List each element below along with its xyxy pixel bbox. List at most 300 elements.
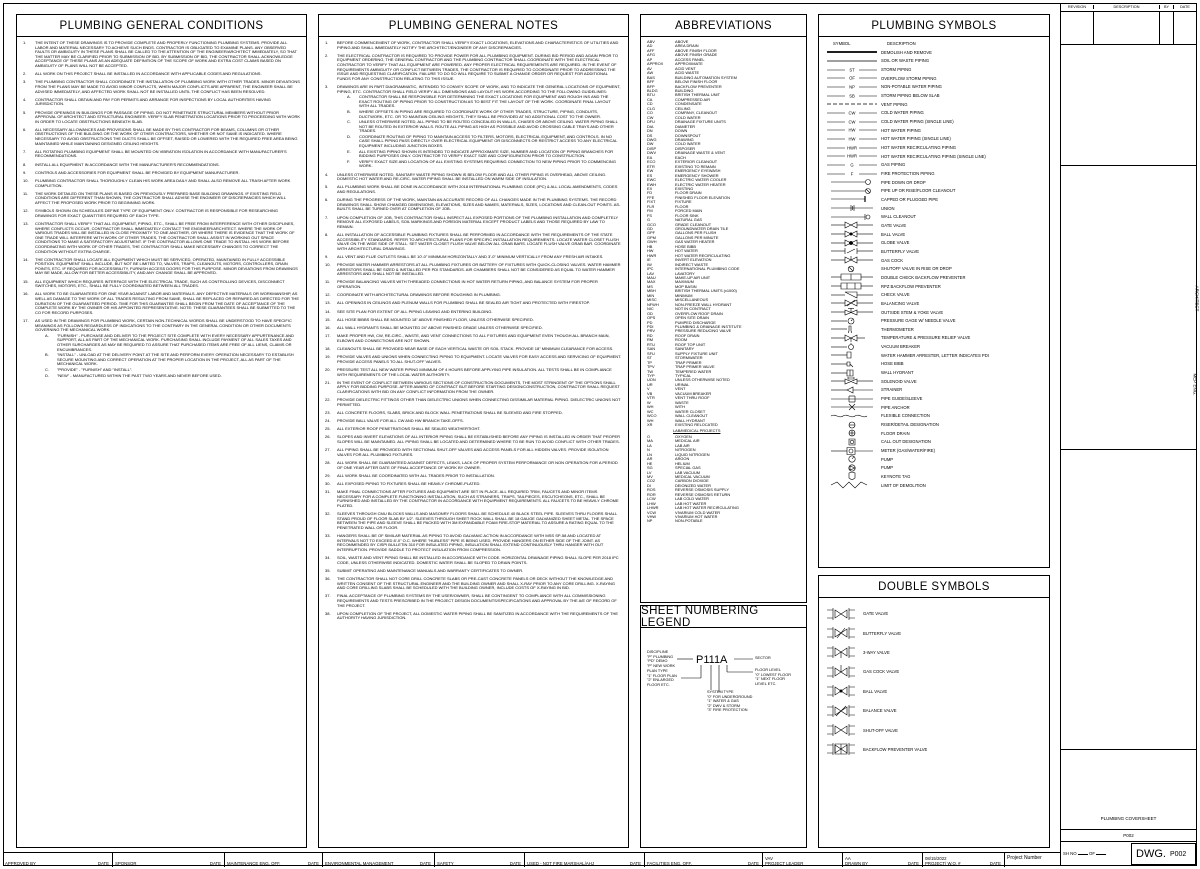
symbol-glyph-wha: [825, 351, 881, 359]
approval-cell: [1005, 853, 1060, 867]
subitem-text: "FURNISH" - PURCHASE AND DELIVER TO THE PROJECT SITE COMPLETE WITH EVERY NECESSARY APPURTENANCE AND SUPPORT, ALL AS PART OF THE MECHANICAL WORK. PURCHASING SHALL INCLUDE PAYMENT OF ALL SALES TAXES AND OTHER SURCHARGES AS MAY BE REQUIRED TO ASSURE THAT PURCHASED ITEMS ARE FREE OF ALL LIENS, CLAIMS OR ENCUMBRANCES.: [57, 332, 294, 352]
abbreviation-code: LN: [647, 451, 652, 457]
abbreviation-code: ROR: [647, 491, 656, 497]
approval-cell: [525, 853, 645, 867]
symbol-row: [825, 187, 1043, 196]
symbol-row: [825, 65, 1043, 74]
approval-cell: [843, 853, 923, 867]
symbol-glyph-wco: [825, 213, 881, 221]
abbreviation-code: DN: [647, 128, 653, 134]
approval-label: ENVIRONMENTAL MANAGEMENT: [325, 861, 394, 866]
abbreviation-meaning: NON-FREEZE WALL HYDRANT: [675, 301, 732, 307]
general-note-item: [325, 318, 622, 323]
dwg-number: P002: [1169, 850, 1187, 858]
symbol-glyph-balancing: [825, 299, 881, 307]
abbreviation-meaning: BELOW FINISH FLOOR: [675, 79, 718, 85]
abbreviation-code: UON: [647, 377, 656, 383]
double-symbol-label: BUTTERFLY VALVE: [863, 630, 902, 636]
symbol-glyph-text-g: [825, 161, 881, 169]
symbol-glyph-globe: [825, 239, 881, 247]
symbol-glyph-elbow: [825, 178, 881, 186]
abbreviation-code: ECO: [647, 159, 656, 165]
abbreviation-meaning: PLUMBING & DRAINAGE INSTITUTE: [675, 324, 742, 329]
symbol-description: WALL HYDRANT: [881, 370, 914, 376]
symbol-row: [825, 109, 1043, 118]
mep-stamp-area: [1061, 373, 1198, 750]
symbol-glyph-riserdesig: [825, 421, 881, 429]
abbreviation-meaning: EMERGENCY EYEWASH: [675, 168, 721, 174]
symbols-table: [819, 37, 1049, 489]
symbol-description: BALL VALVE: [881, 231, 906, 237]
abbreviation-meaning: URINAL: [675, 381, 690, 387]
note-text: [337, 569, 622, 574]
condition-note-item: [23, 222, 300, 254]
abbreviation-code: GWH: [647, 239, 657, 245]
abbreviation-code: TP: [647, 359, 652, 365]
note-text: [337, 461, 622, 470]
approval-date-label: DATE: [747, 861, 759, 866]
note-number: 24.: [325, 418, 331, 424]
architect-stamp-area: [1061, 165, 1200, 450]
abbreviation-meaning: FLOOR: [675, 203, 689, 209]
note-text: [35, 179, 300, 188]
condition-note-item: [23, 319, 300, 378]
symbol-glyph-pump1: [825, 455, 881, 463]
subitem-letter: A.: [45, 332, 49, 338]
abbreviation-meaning: VIVARIUM HOT WATER: [675, 514, 718, 520]
subitem-text: COORDINATE ROUTING OF PIPING TO MAINTAIN ACCESS TO FILTERS, MOTORS, ELECTRICAL EQUIPMENT, AND CONTROLS. IN NO CASE SHALL PIPING PASS DIRECTLY OVER ELECTRICAL EQUIPMENT OR DISCONNECTS OR RESTRICT ACCESS TO ANY ELECTRICAL EQUIPMENT INCLUDING JUNCTION BOXES.: [359, 133, 618, 149]
title-block: [1060, 3, 1200, 866]
note-body: THE WORK DETAILED ON THESE PLANS IS BASED ON PREVIOUSLY PREPARED BASE BUILDING DRAWINGS. IF EXISTING FIELD CONDITIONS ARE DIFFERENT THAN SHOWN, THE CONTRACTOR SHALL ADVISE THE ENGINEER OF DISCREPANCIES WHICH WILL AFFECT THE PROPOSED WORK PRIOR TO BEGINNING WORK.: [35, 190, 286, 205]
symbol-description: VACUUM BREAKER: [881, 344, 921, 350]
note-text: [337, 556, 622, 565]
note-body: CLEANOUTS SHALL BE PROVIDED NEAR BASE OF EACH VERTICAL WASTE OR SOIL STACK. PROVIDE 18" MINIMUM CLEARANCE FOR ACCESS.: [337, 345, 614, 351]
note-number: 13.: [23, 220, 29, 226]
symbol-row: [825, 282, 1043, 291]
abbreviation-code: G: [647, 217, 651, 223]
subitem-letter: D.: [347, 133, 351, 139]
abbreviation-meaning: MOP BASIN: [675, 283, 697, 289]
abbreviation-code: GPF: [647, 230, 655, 236]
revision-column-lines: [1159, 12, 1160, 44]
symbol-description: PIPE ANCHOR: [881, 404, 910, 410]
abbreviation-code: NIC: [647, 306, 654, 312]
abbreviation-meaning: COMPANY, CLEANOUT: [675, 110, 718, 116]
abbreviation-meaning: ELECTRIC WATER COOLER: [675, 177, 727, 183]
abbreviation-code: MA: [647, 438, 653, 444]
general-note-item: [325, 594, 622, 608]
abbreviation-meaning: DEIONIZED WATER: [675, 482, 711, 488]
abbreviation-code: W: [647, 399, 651, 405]
abbreviation-meaning: BUILDING AUTOMATION SYSTEM: [675, 74, 737, 80]
general-notes-title: PLUMBING GENERAL NOTES: [319, 15, 628, 37]
abbreviation-meaning: LAB HOT WATER: [675, 500, 707, 506]
approval-label: DRAWN BY: [845, 861, 868, 866]
symbol-glyph-check: [825, 291, 881, 299]
note-body: PROVIDE WATER HAMMER ARRESTORS AT ALL PLUMBING FIXTURES OR BATTERY OF FIXTURES WITH QUICK-CLOSING VALVES. WATER HAMMER ARRESTORS SHALL BE SIZED & INSTALLED PER PDI STANDARDS. AIR CHAMBERS SHALL NOT BE CONSIDERED AS EQUAL TO WATER HAMMER ARRESTORS AND SHALL NOT BE INSTALLED.: [337, 262, 621, 277]
note-text: [35, 111, 300, 125]
general-note-item: [325, 534, 622, 552]
abbreviation-meaning: INDIRECT WASTE: [675, 261, 709, 267]
approval-date-label: DATE: [97, 861, 109, 866]
general-note-item: [325, 556, 622, 565]
abbreviation-meaning: MEDICAL AIR: [675, 438, 700, 444]
note-number: 11.: [23, 190, 29, 196]
general-notes-list: [319, 37, 628, 621]
general-note-item: [325, 263, 622, 277]
symbol-description: CALL OUT DESIGNATION: [881, 439, 931, 445]
note-subitem: [337, 95, 622, 109]
abbreviation-code: LHWR: [647, 505, 659, 511]
approval-date-label: DATE: [989, 861, 1001, 866]
note-number: 6.: [23, 126, 27, 132]
abbreviation-meaning: LAB VACUUM: [675, 469, 701, 475]
legend-plan-type: PLAN TYPE "1" FLOOR PLAN "2" ENLARGED FLOOR ETC.: [647, 669, 677, 687]
symbol-glyph-dash: [825, 100, 881, 108]
symbol-row: [825, 325, 1043, 334]
approval-cell: [435, 853, 525, 867]
note-text: [337, 448, 622, 457]
abbreviation-code: SFU: [647, 350, 655, 356]
abbreviation-code: OD: [647, 310, 653, 316]
symbol-row: [825, 57, 1043, 66]
revision-date-label: DATE: [1173, 5, 1196, 9]
symbol-glyph-gauge: [825, 317, 881, 325]
note-body: ALL OPENINGS IN CEILINGS AND PLENUM WALLS FOR PLUMBING SHALL BE SEALED AIR TIGHT AND PROTECTED WITH FIRESTOP.: [337, 300, 590, 306]
subitem-letter: F.: [347, 158, 351, 164]
abbreviation-meaning: ROOF DRAIN: [675, 332, 700, 338]
subitem-text: VERIFY EXACT SIZE AND LOCATION OF ALL EXISTING SYSTEMS REQUIRING CONNECTION TO NEW PIPING PRIOR TO COMMENCING WORK.: [359, 158, 616, 169]
abbreviation-meaning: VENT THRU ROOF: [675, 395, 710, 401]
abbreviation-code: APPROX: [647, 61, 664, 67]
abbreviation-meaning: WITH: [675, 404, 685, 410]
symbol-row: [825, 152, 1043, 161]
note-body: CONTRACTOR SHALL VERIFY THAT ALL EQUIPMENT, PIPING, ETC., SHALL BE FREE FROM INTERFERENCE WITH OTHER DISCIPLINES, WHERE CONFLICTS OCCUR, CONTRACTOR SHALL IMMEDIATELY CONTACT THE ENGINEER/ARCHITECT. WHERE THE WORK OF VARIOUS TRADES WILL BE INSTALLED IN CLOSE PROXIMITY TO ONE ANOTHER, OR WHERE THERE IS EVIDENCE THAT THE WORK OF ONE TRADE WILL INTERFERE WITH WORK OF OTHER TRADES, THE CONTRACTOR SHALL ASSIST IN WORKING OUT SPACE CONDITIONS TO MAKE A SATISFACTORY ADJUSTMENT. IF THE CONTRACTOR ALLOWS ONE TRADE TO INSTALL HIS WORK BEFORE COORDINATING WITH WORK OF OTHER TRADES, THE CONTRACTOR SHALL MAKE NECESSARY CHANGES TO CORRECT THE CONDITION WITHOUT EXTRA CHARGE.: [35, 220, 295, 254]
symbol-description: HOT WATER PIPING (SINGLE LINE): [881, 136, 951, 142]
abbreviation-code: SG: [647, 465, 653, 471]
revision-area-bottom: [1061, 44, 1196, 45]
note-number: 6.: [325, 197, 329, 203]
abbreviation-code: GPM: [647, 234, 656, 240]
general-note-item: [325, 461, 622, 470]
general-note-item: [325, 293, 622, 298]
symbol-row: [825, 351, 1043, 360]
approval-label: USED - NOT FIRE MARSHAL/AHJ: [527, 861, 595, 866]
symbol-description: PIPE UP OR RISE/FLOOR CLEANOUT: [881, 188, 956, 194]
symbol-row: [825, 394, 1043, 403]
condition-note-item: [23, 209, 300, 218]
note-number: 12.: [23, 208, 29, 214]
symbol-row: [825, 48, 1043, 57]
abbreviation-code: ETR: [647, 163, 655, 169]
abbreviation-code: LA: [647, 442, 652, 448]
abbreviation-code: CO: [647, 110, 653, 116]
subitem-text: UNLESS OTHERWISE NOTED, ALL PIPING TO BE ROUTED CONCEALED IN WALLS, CHASES OR ABOVE CEILING. WATER PIPING SHALL NOT BE ROUTED IN EXTERIOR WALLS. ROUTE ALL PIPING AS HIGH AS POSSIBLE AND AVOID CROSSING CABLE TRAYS AND OTHER TRADES.: [359, 119, 618, 134]
symbol-description: COLD WATER PIPING (SINGLE LINE): [881, 119, 954, 125]
abbreviation-code: AFF: [647, 47, 655, 53]
note-subitem: [35, 374, 300, 379]
note-number: 18.: [325, 345, 331, 351]
abbreviation-meaning: WASTE: [675, 399, 689, 405]
note-body: ALL VENT AND FLUE OUTLETS SHALL BE 10'-0" MINIMUM HORIZONTALLY AND 3'-0" MINIMUM VERTICALLY FROM ANY FRESH AIR INTAKES.: [337, 253, 604, 259]
abbreviation-code: RM: [647, 337, 654, 343]
note-number: 10.: [23, 178, 29, 183]
condition-note-item: [23, 80, 300, 94]
approval-cell: [225, 853, 323, 867]
abbreviation-code: HW: [647, 248, 654, 254]
symbol-description: CAPPED OR PLUGGED PIPE: [881, 196, 939, 202]
note-subitem: [337, 135, 622, 149]
symbol-description: FLEXIBLE CONNECTION: [881, 413, 930, 419]
approval-cell: [763, 853, 843, 867]
note-text: [35, 128, 300, 146]
lab-abbreviation-row: [647, 519, 802, 523]
symbol-glyph-hb: [825, 360, 881, 368]
note-body: SLEEVES THROUGH CMU BLOCKS WALLS AND MASONRY FLOORS SHALL BE SCHEDULE 40 BLACK STEEL PIPE. SLEEVES THRU FLOORS SHALL STAND PROUD OF FLOOR SLAB BY 1/2". SLEEVES THROUGH SHEET ROCK WALL SHALL BE 18 GAUGE GALVANIZED SHEET METAL. THE SPACE BETWEEN THE PIPE AND SLEEVE SHALL BE PACKED WITH 3M EXPANDABLE FOAM FIRE-STOP MATERIAL TO ASSURE A RATING EQUAL TO THE PENETRATED WALL OR FLOOR.: [337, 511, 618, 530]
svg-text:HW: HW: [848, 127, 856, 133]
abbreviation-code: FM: [647, 208, 653, 214]
subitem-text: "NEW" - MANUFACTURED WITHIN THE PAST TWO YEARS AND NEVER BEFORE USED.: [57, 372, 222, 378]
abbreviation-meaning: COMPRESSED AIR: [675, 96, 711, 102]
abbreviation-meaning: DRAWING: [675, 136, 694, 142]
symbol-row: [825, 290, 1043, 299]
sheet-number-line: [1061, 841, 1196, 842]
note-body: PRESSURE TEST ALL NEW WATER PIPING MINIMUM OF 4 HOURS BEFORE APPLYING PIPE INSULATION. ALL TESTS SHALL BE IN COMPLIANCE WITH REQUIREMENTS OF THE LOCAL WATER AUTHORITY.: [337, 366, 612, 377]
revision-header: [1061, 3, 1196, 12]
abbreviation-code: DW: [647, 141, 654, 147]
symbol-description: FIRE PROTECTION PIPING: [881, 171, 935, 177]
symbol-glyph-guide: [825, 395, 881, 403]
note-number: 36.: [325, 576, 331, 582]
symbol-row: [825, 126, 1043, 135]
general-note-item: [325, 326, 622, 331]
symbol-row: [825, 420, 1043, 429]
general-conditions-title: PLUMBING GENERAL CONDITIONS: [17, 15, 306, 37]
symbol-glyph-wh: [825, 369, 881, 377]
abbreviation-meaning: BRITISH THERMAL UNIT: [675, 92, 720, 98]
symbol-row: [825, 204, 1043, 213]
abbreviation-code: GCO: [647, 221, 656, 227]
note-text: [35, 222, 300, 254]
symbol-glyph-text-cw: [825, 109, 881, 117]
symbol-glyph-text-hwr: [825, 152, 881, 160]
general-conditions-list: [17, 37, 306, 378]
abbreviation-meaning: ARGON: [675, 456, 690, 462]
note-text: [337, 347, 622, 352]
symbol-glyph-dcbfp: [825, 273, 881, 281]
abbreviation-meaning: INVERT ELEVATION: [675, 257, 712, 263]
sheet-number-small: P002: [1123, 833, 1134, 838]
sheet-numbering-legend-panel: [640, 605, 807, 848]
abbreviation-code: N: [647, 447, 650, 453]
abbreviation-code: ST: [647, 355, 652, 361]
double-symbols-panel: [818, 575, 1050, 848]
note-number: 17.: [23, 318, 29, 323]
abbreviation-code: UR: [647, 381, 653, 387]
general-note-item: [325, 448, 622, 457]
symbol-row: [825, 100, 1043, 109]
note-text: [337, 54, 622, 82]
general-note-item: [325, 334, 622, 343]
note-body: THE CONTRACTOR SHALL NOT CORE DRILL CONCRETE SLABS OR PRE-CAST CONCRETE PANELS OR DECK WITHOUT THE KNOWLEDGE AND WRITTEN CONSENT OF THE STRUCTURAL ENGINEER AND THE BUILDING OWNER AND SHALL X-RAY PRIOR TO ANY CORE DRILLING. X-RAYING AND CORE DRILLING SLABS SHALL BE SCHEDULED WITH THE BUILDING OWNER, INCLUDE COSTS OF X-RAYING IN BID.: [337, 576, 615, 591]
symbol-description: GAS PIPING: [881, 162, 906, 168]
note-body: ALL CONCRETE FLOORS, SLABS, BRICK AND BLOCK WALL PENETRATIONS SHALL BE SLEEVED AND FIRE STOPPED.: [337, 409, 563, 415]
symbol-description: PRESSURE GAGE W/ NEEDLE VALVE: [881, 318, 956, 324]
approval-cell: [645, 853, 763, 867]
abbreviation-meaning: EACH: [675, 154, 686, 160]
abbreviation-code: BFF: [647, 79, 655, 85]
sheet-count: [1063, 851, 1106, 856]
symbol-row: [825, 230, 1043, 239]
abbreviation-meaning: ELECTRIC WATER HEATER: [675, 181, 726, 187]
double-symbol-row: [819, 740, 1049, 759]
symbol-row: [825, 316, 1043, 325]
double-symbol-glyph: [825, 723, 857, 737]
note-number: 4.: [325, 171, 329, 177]
note-body: DURING THE PROGRESS OF THE WORK, MAINTAIN AN ACCURATE RECORD OF ALL CHANGES MADE IN THE PLUMBING SYSTEMS. THE RECORD DRAWINGS SHALL SHOW CHANGED DIMENSIONS, ELEVATIONS, SIZES AND NAMES, MATERIALS, SIZES, LOCATIONS AND CLEAN-OUT POINTS. AS-BUILTS SHALL BE TURNED OVER AT COMPLETION OF JOB.: [337, 197, 621, 212]
general-conditions-panel: [16, 14, 307, 848]
symbol-row: [825, 83, 1043, 92]
abbreviation-code: TW: [647, 368, 654, 374]
svg-text:NP: NP: [849, 84, 855, 90]
condition-note-item: [23, 179, 300, 188]
note-number: 15.: [325, 316, 331, 322]
abbreviation-code: CA: [647, 96, 653, 102]
double-symbol-label: GAS COCK VALVE: [863, 669, 900, 675]
symbol-description: HOT WATER PIPING: [881, 127, 921, 133]
condition-note-item: [23, 192, 300, 206]
general-note-item: [325, 85, 622, 169]
general-note-item: [325, 398, 622, 407]
note-number: 4.: [23, 96, 27, 102]
symbol-description: WATER HAMMER ARRESTER, LETTER INDICATES PDI: [881, 352, 989, 358]
note-number: 34.: [325, 555, 331, 561]
approval-label: PROJECT/ W.O. #: [925, 861, 961, 866]
abbreviation-code: HB: [647, 243, 653, 249]
note-body: MAKE FINAL CONNECTIONS AFTER FIXTURES AND EQUIPMENT ARE SET IN PLACE. ALL REQUIRED TRIM, FAUCETS AND MINOR ITEMS NECESSARY FOR A COMPLETE FUNCTIONING INSTALLATION, SUCH AS STRAINERS, TRAPS, TAILPIECES, ESCUTCHEONS, ETC., SHALL BE FURNISHED AND INSTALLED BY THE CONTRACTOR IN ACCORDANCE WITH EQUIPMENT REQUIREMENTS. ALL FAUCETS TO BE HEAVILY CHROME PLATED.: [337, 489, 619, 508]
note-body: BEFORE COMMENCEMENT OF WORK, CONTRACTOR SHALL VERIFY EXACT LOCATIONS, ELEVATIONS AND CHARACTERISTICS OF UTILITIES AND PIPING AND SHALL IMMEDIATELY NOTIFY THE ARCHITECT/ENGINEER OF ANY DISCREPANCIES.: [337, 40, 619, 50]
abbreviation-code: IPC: [647, 266, 654, 272]
abbreviation-code: AP: [647, 56, 653, 62]
note-body: PROVIDE VALVES AND UNIONS WHEN CONNECTING PIPING TO EQUIPMENT. LOCATE VALVES FOR EASY ACCESS AND SERVICING OF EQUIPMENT. PROVIDE ACCESS PANELS TO ALL SHUT-OFF VALVES.: [337, 354, 622, 364]
abbreviation-meaning: APPROXIMATE: [675, 61, 703, 67]
note-text: [35, 80, 300, 94]
symbol-row: [825, 74, 1043, 83]
note-text: [337, 233, 622, 251]
note-number: 8.: [23, 161, 27, 167]
note-body: CONTRACTOR SHALL OBTAIN AND PAY FOR PERMITS AND ARRANGE FOR INSPECTIONS BY LOCAL AUTHORITIES HAVING JURISDICTION.: [35, 96, 271, 107]
symbol-row: [825, 143, 1043, 152]
note-body: ALL HOSE BIBBS SHALL BE MOUNTED 18" ABOVE FINISHED FLOOR, UNLESS OTHERWISE SPECIFIED.: [337, 316, 534, 322]
note-body: SLOPES AND INVERT ELEVATIONS OF ALL INTERIOR PIPING SHALL BE ESTABLISHED BEFORE ANY PIPING IS INSTALLED IN ORDER THAT PROPER SLOPES WILL BE MAINTAINED. ALL PIPING SHALL BE LOCATED AND DETERMINED WHERE TO BE RUN TO AVOID CONFLICT WITH OTHER TRADES.: [337, 434, 621, 445]
symbol-row: [825, 412, 1043, 421]
symbol-glyph-vb: [825, 343, 881, 351]
double-symbol-label: BACKFLOW PREVENTER VALVE: [863, 746, 928, 752]
note-body: SOIL, WASTE AND VENT PIPING SHALL BE INSTALLED IN ACCORDANCE WITH CODE. HORIZONTAL DRAINAGE PIPING SHALL SLOPE PER 2018 IPC CODE, UNLESS OTHERWISE INDICATED. DOMESTIC WATER SHALL BE SLOPED TO DRAIN POINTS.: [337, 555, 619, 565]
general-note-item: [325, 54, 622, 82]
general-note-item: [325, 577, 622, 591]
note-text: [337, 512, 622, 530]
abbreviation-code: HWR: [647, 252, 657, 258]
abbreviation-meaning: LIQUID NITROGEN: [675, 451, 710, 457]
note-subitem: [337, 160, 622, 169]
abbreviation-meaning: NITROGEN: [675, 447, 696, 453]
symbol-row: [825, 446, 1043, 455]
double-symbol-glyph: [825, 665, 857, 679]
symbol-description: WALL CLEANOUT: [881, 214, 917, 220]
abbreviation-code: DWG: [647, 136, 657, 142]
abbreviation-code: PRV: [647, 328, 655, 334]
abbreviation-code: FLR: [647, 203, 655, 209]
abbreviation-code: BFP: [647, 83, 655, 89]
note-body: ALL ROTATING PLUMBING EQUIPMENT SHALL BE MOUNTED ON VIBRATION ISOLATION IN ACCORDANCE WITH MANUFACTURER'S RECOMMENDATIONS.: [35, 148, 287, 159]
symbol-row: [825, 455, 1043, 464]
double-symbol-glyph: [825, 607, 857, 621]
abbreviation-meaning: DOWNSPOUT: [675, 132, 701, 138]
symbol-row: [825, 169, 1043, 178]
note-number: 16.: [325, 325, 331, 330]
approval-cell: [923, 853, 1005, 867]
abbreviation-meaning: NOT IN CONTRACT: [675, 306, 711, 312]
symbol-description: UNION: [881, 205, 895, 211]
note-number: 3.: [325, 83, 329, 89]
note-body: THE CONTRACTOR SHALL LOCATE ALL EQUIPMENT WHICH MUST BE SERVICED, OPERATED, MAINTAINED IN FULLY ACCESSIBLE POSITION. EQUIPMENT SHALL INCLUDE, BUT NOT BE LIMITED TO, VALVES, TRAPS, CLEANOUTS, MOTORS, CONTROLLERS, DRAIN POINTS, ETC. IF REQUIRED FOR ACCESSIBILITY, FURNISH ACCESS DOORS FOR THIS PURPOSE. MINOR DEVIATIONS FROM DRAWINGS MAY BE MADE, ALLOW FOR BETTER ACCESSIBILITY, AND ANY CHANGE SHALL BE APPROVED.: [35, 256, 298, 276]
abbreviation-meaning: STORMWATER: [675, 355, 703, 361]
note-number: 9.: [325, 253, 329, 259]
svg-text:CW: CW: [848, 110, 856, 116]
note-number: 7.: [325, 214, 329, 220]
symbol-description: DEMOLISH AND REMOVE: [881, 49, 932, 55]
symbol-glyph-gascock: [825, 256, 881, 264]
symbol-description: SOLENOID VALVE: [881, 378, 917, 384]
note-body: DRAWINGS ARE IN PART DIAGRAMMATIC, INTENDED TO CONVEY SCOPE OF WORK, AND TO INDICATE THE GENERAL LOCATIONS OF EQUIPMENT, PIPING, ETC. CONTRACTOR SHALL FIELD VERIFY ALL DIMENSIONS AND LAYOUT HIS WORK ACCORDING TO THE FOLLOWING GUIDELINES:: [337, 83, 621, 94]
approval-date-label: DATE: [907, 861, 919, 866]
note-number: 15.: [23, 278, 29, 284]
abbreviation-meaning: VACUUM BREAKER: [675, 390, 712, 396]
symbol-description: THERMOMETER: [881, 326, 914, 332]
note-number: 33.: [325, 533, 331, 539]
abbreviation-code: LHW: [647, 500, 656, 506]
note-subitem: [35, 353, 300, 367]
general-note-item: [325, 301, 622, 306]
abbreviation-code: O: [647, 433, 651, 439]
abbreviation-code: MS: [647, 283, 653, 289]
note-body: ALL NECESSARY ALLOWANCES AND PROVISIONS SHALL BE MADE BY THIS CONTRACTOR FOR BEAMS, COLUMNS OR OTHER OBSTRUCTIONS OF THE BUILDING OR THE WORK OF OTHER CONTRACTORS, WHETHER OR NOT SAME IS INDICATED. WHERE NECESSARY TO AVOID OBSTRUCTIONS THE DUCTS SHALL BE OFFSET, RAISED OR LOWERED WITH THE REQUIRED FREE AREA BEING MAINTAINED WHILE MAINTAINING DESIGNED CEILING HEIGHTS.: [35, 126, 298, 146]
abbreviation-meaning: SPECIAL GAS: [675, 465, 701, 471]
abbreviation-code: FD: [647, 190, 653, 196]
note-number: 30.: [325, 480, 331, 486]
note-number: 14.: [325, 308, 331, 314]
abbreviation-meaning: TRAP PRIMER: [675, 359, 702, 365]
abbreviation-code: VB: [647, 390, 653, 396]
note-number: 14.: [23, 256, 29, 262]
abbreviation-code: RTU: [647, 341, 655, 347]
revision-column-lines: [1173, 12, 1174, 44]
symbol-row: [825, 273, 1043, 282]
double-symbol-label: BALANCE VALVE: [863, 708, 897, 714]
approval-value: Project Number: [1007, 855, 1042, 861]
abbreviation-meaning: REVERSE OSMOSIS RETURN: [675, 491, 731, 497]
subitem-text: "PROVIDE" - "FURNISH" AND "INSTALL".: [57, 366, 133, 372]
double-symbol-glyph: [825, 742, 857, 756]
abbreviations-title: ABBREVIATIONS: [641, 15, 806, 37]
double-symbol-row: [819, 643, 1049, 662]
approval-label: SPONSOR: [115, 861, 137, 866]
double-symbol-row: [819, 701, 1049, 720]
note-number: 37.: [325, 593, 331, 599]
abbreviation-code: VHW: [647, 514, 657, 520]
symbol-description: PIPE DOWN OR DROP: [881, 179, 926, 185]
